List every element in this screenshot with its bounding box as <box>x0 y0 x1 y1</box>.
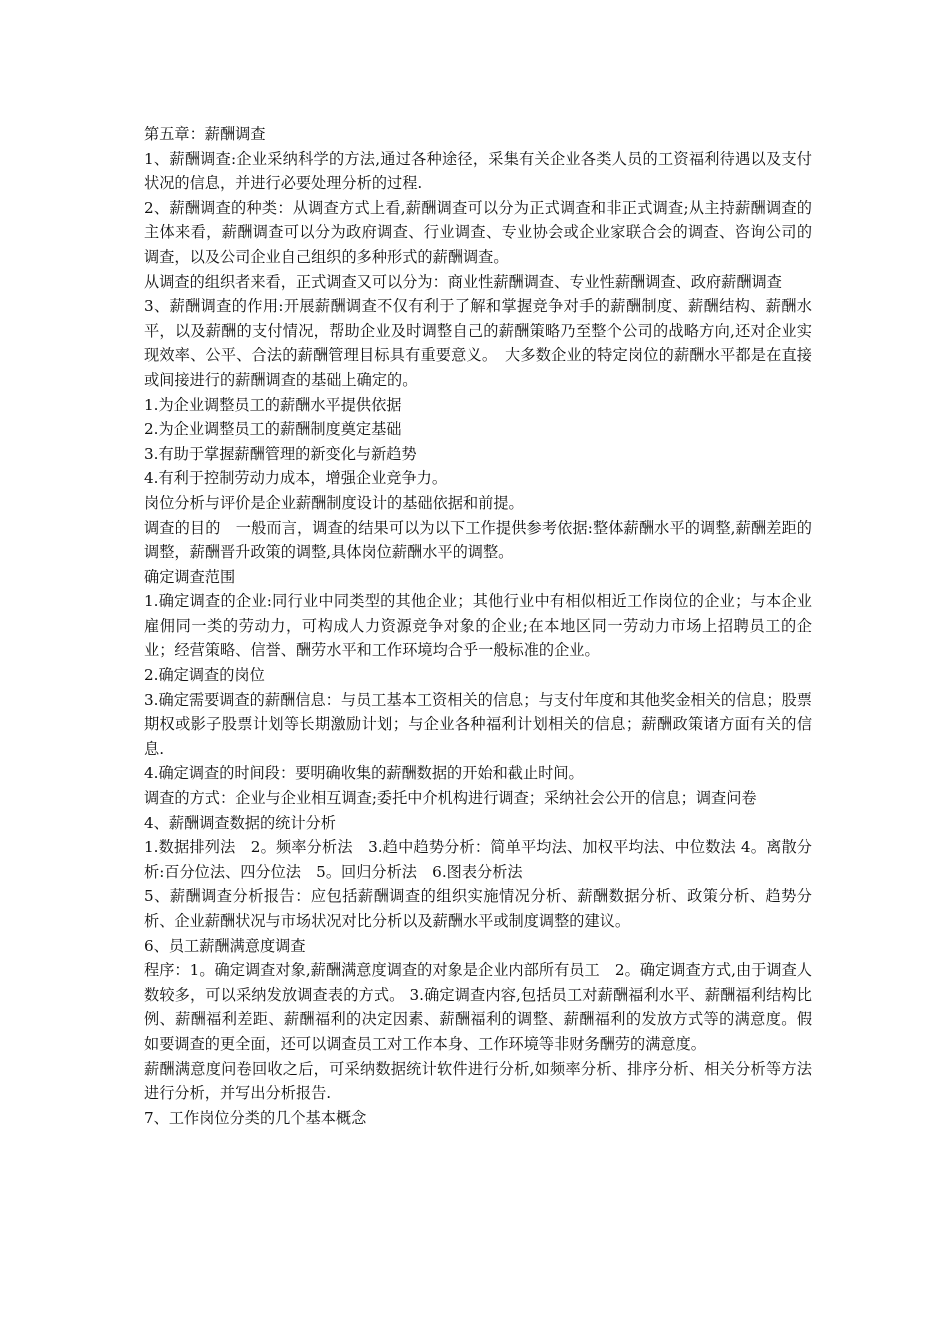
paragraph-analysis-methods: 1.数据排列法 2。频率分析法 3.趋中趋势分析：简单平均法、加权平均法、中位数法 4。离散分析:百分位法、四分位法 5。回归分析法 6.图表分析法 <box>144 838 812 881</box>
heading-survey-scope: 确定调查范围 <box>144 567 236 586</box>
chapter-title: 第五章：薪酬调查 <box>144 125 266 143</box>
paragraph-questionnaire-analysis: 薪酬满意度问卷回收之后，可采纳数据统计软件进行分析,如频率分析、排序分析、相关分析等方法进行分析，并写出分析报告. <box>144 1059 812 1103</box>
heading-satisfaction-survey: 6、员工薪酬满意度调查 <box>144 936 306 955</box>
list-item-role-4: 4.有利于控制劳动力成本，增强企业竞争力。 <box>144 469 448 488</box>
paragraph-procedure: 程序：1。确定调查对象,薪酬满意度调查的对象是企业内部所有员工 2。确定调查方式,由于调查人数较多，可以采纳发放调查表的方式。 3.确定调查内容,包括员工对薪酬福利水平、薪酬福利结构比例、薪酬福利差距、薪酬福利的决定因素、薪酬福利的调整、薪酬福利的发放方式等的满意度。假如要调查的更全面，还可以调查员工对工作本身、工作环境等非财务酬劳的满意度。 <box>144 961 812 1053</box>
document-body <box>144 122 812 1130</box>
heading-statistical-analysis: 4、薪酬调查数据的统计分析 <box>144 813 336 832</box>
paragraph-survey-role: 3、薪酬调查的作用:开展薪酬调查不仅有利于了解和掌握竞争对手的薪酬制度、薪酬结构、薪酬水平，以及薪酬的支付情况，帮助企业及时调整自己的薪酬策略乃至整个公司的战略方向,还对企业实现效率、公平、合法的薪酬管理目标具有重要意义。 大多数企业的特定岗位的薪酬水平都是在直接或间接进行的薪酬调查的基础上确定的。 <box>144 297 812 389</box>
list-item-role-2: 2.为企业调整员工的薪酬制度奠定基础 <box>144 420 402 439</box>
list-item-scope-4: 4.确定调查的时间段：要明确收集的薪酬数据的开始和截止时间。 <box>144 764 584 783</box>
paragraph-organizer-types: 从调查的组织者来看，正式调查又可以分为：商业性薪酬调查、专业性薪酬调查、政府薪酬调查 <box>144 272 782 291</box>
paragraph-definition: 1、薪酬调查:企业采纳科学的方法,通过各种途径，采集有关企业各类人员的工资福利待遇以及支付状况的信息，并进行必要处理分析的过程. <box>144 149 812 193</box>
paragraph-job-analysis: 岗位分析与评价是企业薪酬制度设计的基础依据和前提。 <box>144 493 524 512</box>
paragraph-survey-types: 2、薪酬调查的种类：从调查方式上看,薪酬调查可以分为正式调查和非正式调查;从主持薪酬调查的主体来看，薪酬调查可以分为政府调查、行业调查、专业协会或企业家联合会的调查、咨询公司的调查，以及公司企业自己组织的多种形式的薪酬调查。 <box>144 198 812 266</box>
list-item-scope-1: 1.确定调查的企业:同行业中同类型的其他企业；其他行业中有相似相近工作岗位的企业；与本企业雇佣同一类的劳动力，可构成人力资源竞争对象的企业;在本地区同一劳动力市场上招聘员工的企业；经营策略、信誉、酬劳水平和工作环境均合乎一般标准的企业。 <box>144 592 812 660</box>
list-item-role-1: 1.为企业调整员工的薪酬水平提供依据 <box>144 395 402 414</box>
paragraph-survey-purpose: 调查的目的 一般而言，调查的结果可以为以下工作提供参考依据:整体薪酬水平的调整,薪酬差距的调整，薪酬晋升政策的调整,具体岗位薪酬水平的调整。 <box>144 518 812 562</box>
list-item-scope-2: 2.确定调查的岗位 <box>144 666 265 685</box>
heading-job-classification: 7、工作岗位分类的几个基本概念 <box>144 1108 367 1127</box>
paragraph-survey-methods: 调查的方式：企业与企业相互调查;委托中介机构进行调查；采纳社会公开的信息；调查问卷 <box>144 789 757 808</box>
list-item-role-3: 3.有助于掌握薪酬管理的新变化与新趋势 <box>144 444 417 463</box>
list-item-scope-3: 3.确定需要调查的薪酬信息：与员工基本工资相关的信息；与支付年度和其他奖金相关的信息；股票期权或影子股票计划等长期激励计划；与企业各种福利计划相关的信息；薪酬政策诸方面有关的信息. <box>144 690 812 758</box>
paragraph-analysis-report: 5、薪酬调查分析报告：应包括薪酬调查的组织实施情况分析、薪酬数据分析、政策分析、趋势分析、企业薪酬状况与市场状况对比分析以及薪酬水平或制度调整的建议。 <box>144 887 812 930</box>
